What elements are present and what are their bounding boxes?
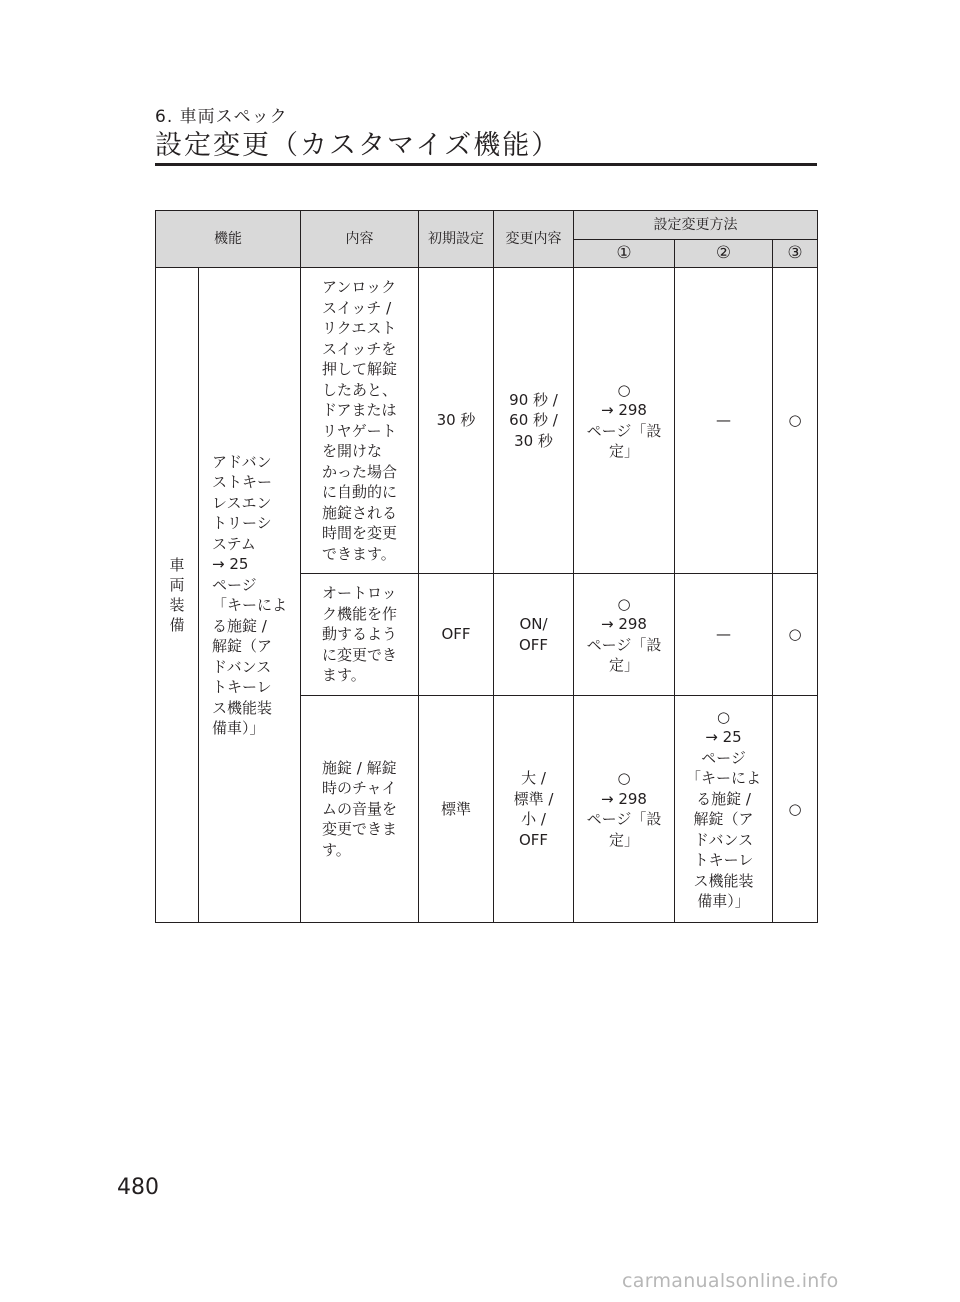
header-method-2: ② <box>675 240 773 268</box>
page-number: 480 <box>117 1175 159 1200</box>
initial-cell: OFF <box>419 574 494 696</box>
category-label: 車 両 装 備 <box>169 555 185 634</box>
watermark: carmanualsonline.info <box>622 1270 839 1292</box>
method-2-cell: — <box>675 574 773 696</box>
method-1-cell: ○ → 298 ページ「設 定」 <box>574 574 675 696</box>
method-3-cell: ○ <box>773 574 818 696</box>
header-change-options: 変更内容 <box>494 211 574 268</box>
change-cell: ON/ OFF <box>494 574 574 696</box>
header-change-method: 設定変更方法 <box>574 211 818 240</box>
header-content: 内容 <box>301 211 419 268</box>
category-cell <box>156 268 199 923</box>
section-label: 6. 車両スペック <box>155 107 288 127</box>
method-2-cell: — <box>675 268 773 574</box>
page-title: 設定変更（カスタマイズ機能） <box>155 130 561 161</box>
content-cell: アンロック スイッチ / リクエスト スイッチを 押して解錠 したあと、 ドアまたは リヤゲート を開けな かった場合 に自動的に 施錠される 時間を変更 できます。 <box>301 268 419 574</box>
initial-cell: 標準 <box>419 696 494 923</box>
method-2-cell: ○ → 25 ページ 「キーによ る施錠 / 解錠（ア ドバンス トキーレ ス機能装 備車）」 <box>675 696 773 923</box>
change-cell: 90 秒 / 60 秒 / 30 秒 <box>494 268 574 574</box>
table-row <box>156 268 818 574</box>
method-3-cell: ○ <box>773 696 818 923</box>
method-1-cell: ○ → 298 ページ「設 定」 <box>574 696 675 923</box>
header-feature: 機能 <box>156 211 301 268</box>
change-cell: 大 / 標準 / 小 / OFF <box>494 696 574 923</box>
header-row <box>156 211 818 240</box>
header-method-3: ③ <box>773 240 818 268</box>
method-3-cell: ○ <box>773 268 818 574</box>
method-1-cell: ○ → 298 ページ「設 定」 <box>574 268 675 574</box>
content-cell: オートロッ ク機能を作 動するよう に変更でき ます。 <box>301 574 419 696</box>
title-divider <box>155 163 817 166</box>
header-method-1: ① <box>574 240 675 268</box>
feature-cell <box>199 268 301 923</box>
feature-label: アドバン ストキー レスエン トリーシ ステム → 25 ページ 「キーによ る施錠 / 解錠（ア ドバンス トキーレ ス機能装 備車）」 <box>211 452 287 737</box>
initial-cell: 30 秒 <box>419 268 494 574</box>
content-cell: 施錠 / 解錠 時のチャイ ムの音量を 変更できま す。 <box>301 696 419 923</box>
customization-table <box>155 210 818 923</box>
header-initial-setting: 初期設定 <box>419 211 494 268</box>
